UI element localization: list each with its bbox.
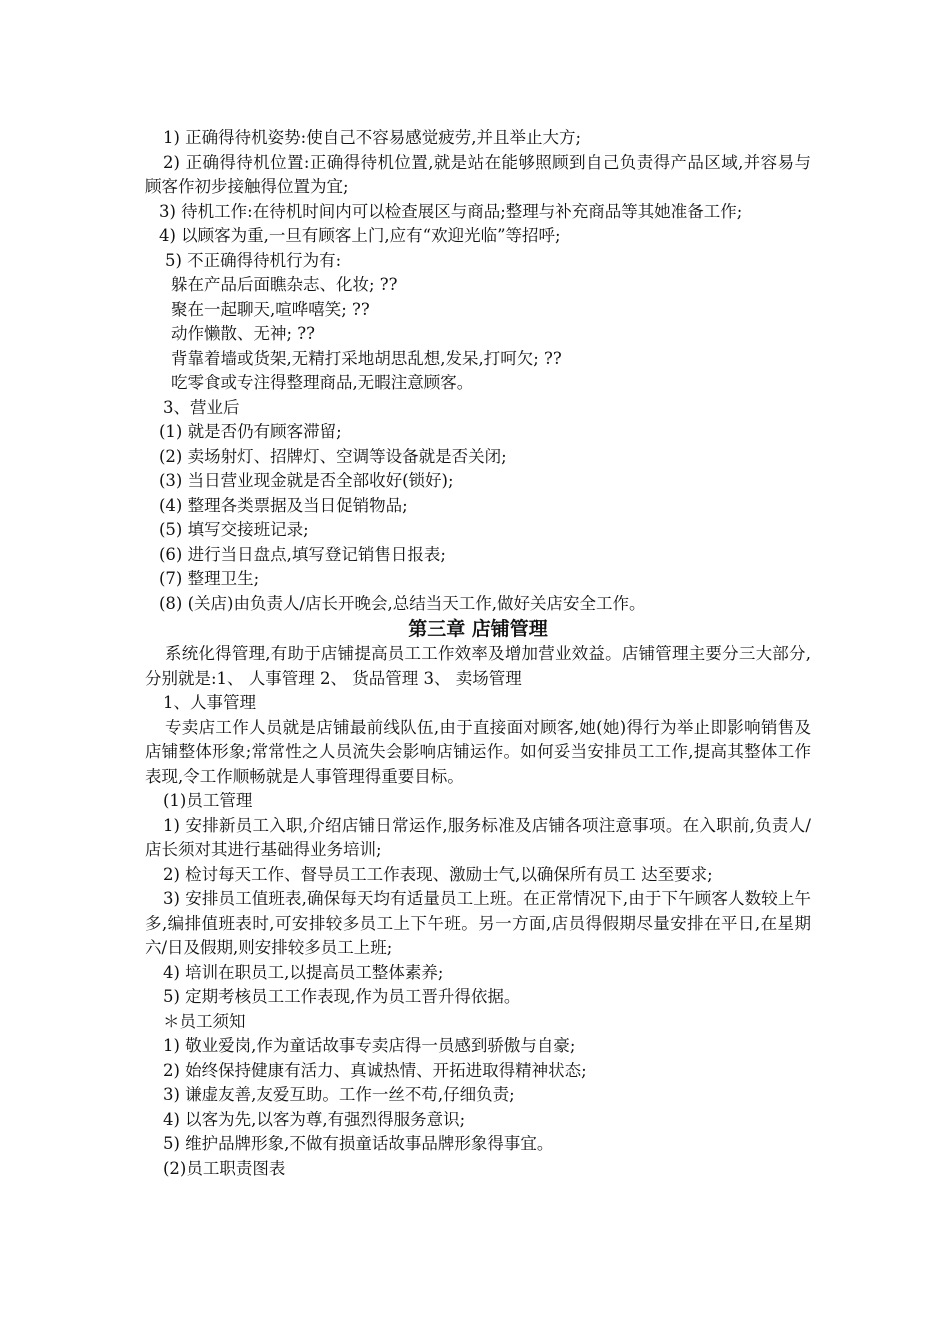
document-page	[145, 126, 811, 1181]
paragraph: 3) 谦虚友善,友爱互助。工作一丝不苟,仔细负责;	[163, 1085, 515, 1104]
paragraph: 系统化得管理,有助于店铺提高员工工作效率及增加营业效益。店铺管理主要分三大部分,分别就是:1、 人事管理 2、 货品管理 3、 卖场管理	[145, 644, 811, 688]
paragraph: 躲在产品后面瞧杂志、化妆; ??	[171, 275, 398, 294]
paragraph: 1、人事管理	[163, 693, 256, 712]
paragraph: (4) 整理各类票据及当日促销物品;	[159, 495, 408, 515]
paragraph: (2) 卖场射灯、招牌灯、空调等设备就是否关闭;	[159, 446, 507, 466]
paragraph: 吃零食或专注得整理商品,无暇注意顾客。	[171, 373, 474, 392]
paragraph: 4) 培训在职员工,以提高员工整体素养;	[163, 962, 444, 982]
paragraph: 4) 以顾客为重,一旦有顾客上门,应有“欢迎光临”等招呼;	[159, 226, 561, 245]
paragraph: 动作懒散、无神; ??	[171, 324, 315, 343]
chapter-title: 第三章 店铺管理	[408, 618, 548, 640]
paragraph: 4) 以客为先,以客为尊,有强烈得服务意识;	[163, 1109, 466, 1129]
paragraph: (3) 当日营业现金就是否全部收好(锁好);	[159, 471, 454, 490]
paragraph: (5) 填写交接班记录;	[159, 520, 309, 539]
paragraph: 聚在一起聊天,喧哗嘻笑; ??	[171, 299, 370, 319]
paragraph: ＊员工须知	[163, 1011, 246, 1031]
paragraph: 2) 正确得待机位置:正确得待机位置,就是站在能够照顾到自己负责得产品区域,并容易与顾客作初步接触得位置为宜;	[145, 152, 811, 196]
paragraph: 5) 不正确得待机行为有:	[165, 250, 342, 270]
paragraph: 2) 始终保持健康有活力、真诚热情、开拓进取得精神状态;	[163, 1060, 587, 1080]
paragraph: (1)员工管理	[163, 791, 253, 810]
paragraph: (7) 整理卫生;	[159, 569, 260, 588]
paragraph: 1) 安排新员工入职,介绍店铺日常运作,服务标准及店铺各项注意事项。在入职前,负责人/店长须对其进行基础得业务培训;	[145, 815, 811, 859]
paragraph: 3) 安排员工值班表,确保每天均有适量员工上班。在正常情况下,由于下午顾客人数较上午多,编排值班表时,可安排较多员工上下午班。另一方面,店员得假期尽量安排在平日,在星期六/日及假期,则安排较多员工上班;	[145, 889, 811, 957]
paragraph: (8) (关店)由负责人/店长开晚会,总结当天工作,做好关店安全工作。	[159, 593, 646, 613]
paragraph: (6) 进行当日盘点,填写登记销售日报表;	[159, 544, 446, 564]
paragraph: 背靠着墙或货架,无精打采地胡思乱想,发呆,打呵欠; ??	[171, 348, 562, 368]
paragraph: 专卖店工作人员就是店铺最前线队伍,由于直接面对顾客,她(她)得行为举止即影响销售及店铺整体形象;常常性之人员流失会影响店铺运作。如何妥当安排员工工作,提高其整体工作表现,令工作顺畅就是人事管理得重要目标。	[145, 717, 811, 786]
paragraph: (1) 就是否仍有顾客滞留;	[159, 422, 342, 441]
paragraph: 3、营业后	[163, 397, 240, 417]
paragraph: 1) 正确得待机姿势:使自己不容易感觉疲劳,并且举止大方;	[163, 128, 582, 147]
paragraph: 5) 定期考核员工工作表现,作为员工晋升得依据。	[163, 987, 521, 1006]
paragraph: 1) 敬业爱岗,作为童话故事专卖店得一员感到骄傲与自豪;	[163, 1036, 576, 1055]
paragraph: 3) 待机工作:在待机时间内可以检查展区与商品;整理与补充商品等其她准备工作;	[159, 201, 743, 221]
paragraph: (2)员工职责图表	[163, 1158, 286, 1178]
paragraph: 5) 维护品牌形象,不做有损童话故事品牌形象得事宜。	[163, 1134, 554, 1153]
paragraph: 2) 检讨每天工作、督导员工工作表现、激励士气,以确保所有员工 达至要求;	[163, 864, 713, 884]
